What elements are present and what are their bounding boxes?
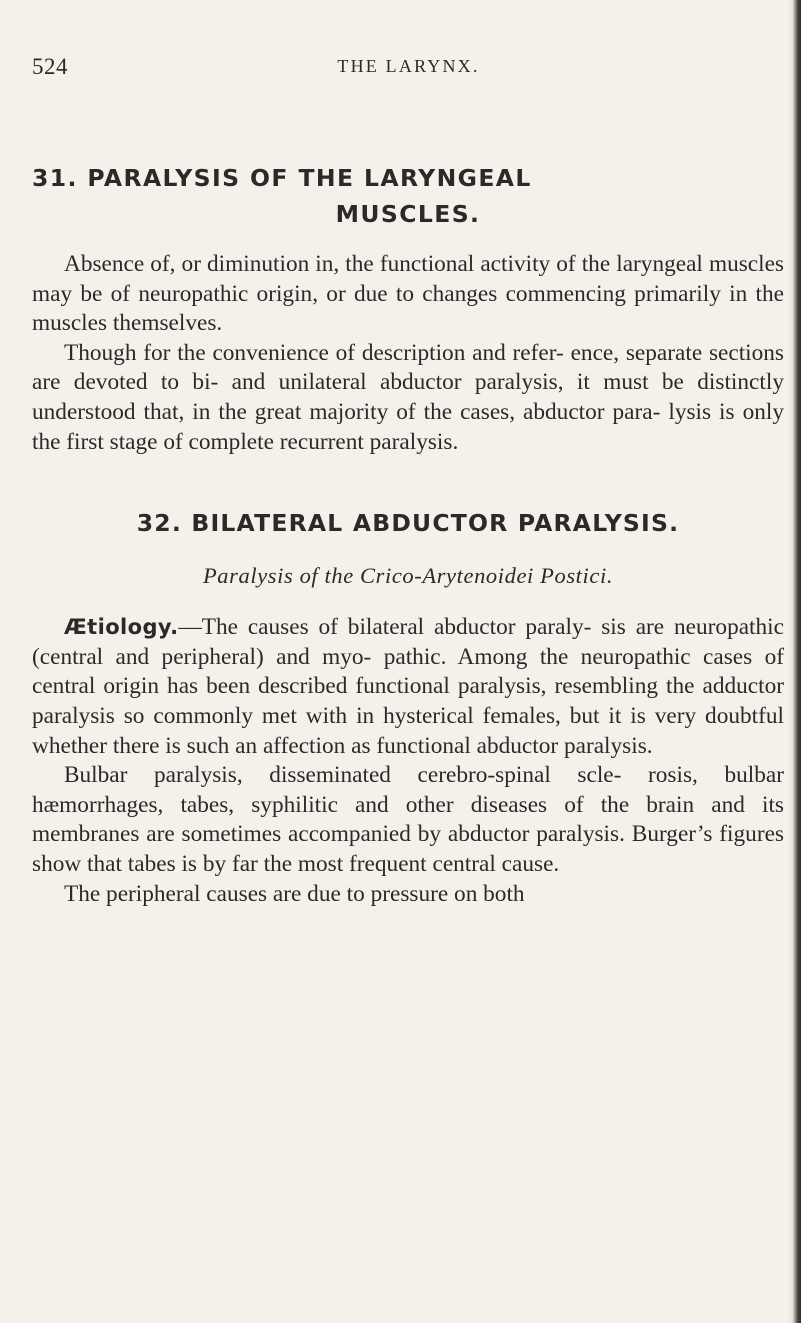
running-title: THE LARYNX. <box>337 56 480 76</box>
section-32-paragraph-bulbar: Bulbar paralysis, disseminated cerebro-spinal scle- rosis, bulbar hæmorrhages, tabes, syphilitic and other diseases of the brain and its membranes are sometimes accompanied by abductor paralysis. Burger’s figures show that tabes is by far the most frequent central cause. <box>32 762 784 877</box>
section-32-paragraph-peripheral: The peripheral causes are due to pressure on both <box>64 880 525 907</box>
section-31-heading-line1: 31. PARALYSIS OF THE LARYNGEAL <box>32 164 532 192</box>
section-31-heading <box>32 160 784 232</box>
section-31-heading-line2: MUSCLES. <box>335 200 481 228</box>
page-number: 524 <box>32 54 68 79</box>
page-edge <box>793 0 801 1323</box>
aetiology-paragraph <box>32 613 784 761</box>
section-32-heading: 32. BILATERAL ABDUCTOR PARALYSIS. <box>136 509 680 538</box>
section-31-paragraph-1: Absence of, or diminution in, the functional activity of the laryngeal muscles may be of neuropathic origin, or due to changes commencing primarily in the muscles themselves. <box>32 251 784 337</box>
section-32-subheading: Paralysis of the Crico-Arytenoidei Postici. <box>202 563 614 589</box>
aetiology-label: Ætiology. <box>64 615 179 640</box>
page-body <box>32 160 784 909</box>
aetiology-text: —The causes of bilateral abductor paraly- sis are neuropathic (central and peripheral) and myo- pathic. Among the neuropathic cases of central origin has been described functional paralysis, resembling the adductor paralysis so commonly met with in hysterical females, but it is very doubtful whether there is such an affection as functional abductor paralysis. <box>32 614 784 759</box>
section-31-paragraph-2: Though for the convenience of description and refer- ence, separate sections are devoted to bi- and unilateral abductor paralysis, it must be distinctly understood that, in the great majority of the cases, abductor para- lysis is only the first stage of complete recurrent paralysis. <box>32 339 784 455</box>
